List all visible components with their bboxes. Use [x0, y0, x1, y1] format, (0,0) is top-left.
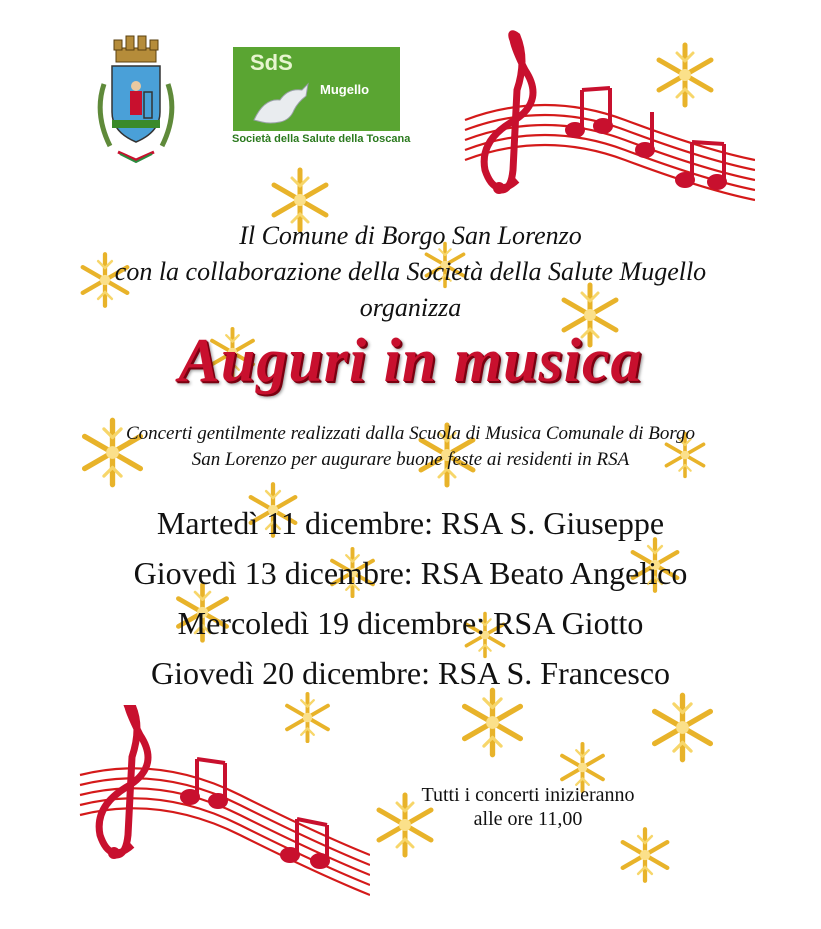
snowflake-icon — [650, 40, 720, 110]
snowflake-icon — [280, 690, 335, 745]
intro-line-1: Il Comune di Borgo San Lorenzo — [239, 221, 582, 250]
subtitle-line-1: Concerti gentilmente realizzati dalla Scuola di Musica Comunale di Borgo — [125, 423, 696, 444]
intro-text — [0, 218, 821, 326]
snowflake-icon — [645, 690, 720, 765]
schedule-item: Giovedì 20 dicembre: RSA S. Francesco — [150, 655, 671, 691]
coat-of-arms-logo — [88, 34, 184, 166]
schedule-item: Giovedì 13 dicembre: RSA Beato Angelico — [133, 555, 688, 591]
intro-line-3: organizza — [359, 293, 462, 322]
sds-logo-caption: Società della Salute della Toscana — [232, 133, 411, 145]
snowflake-icon — [615, 825, 675, 885]
subtitle-line-2: San Lorenzo per augurare buone feste ai residenti in RSA — [191, 449, 630, 470]
note-line-1: Tutti i concerti inizieranno — [421, 784, 635, 806]
intro-line-2: con la collaborazione della Società della Salute Mugello — [114, 257, 707, 286]
subtitle — [0, 421, 821, 473]
page-title: Auguri in musica — [178, 327, 643, 395]
concert-schedule — [0, 498, 821, 698]
sds-logo-short: SdS — [250, 50, 293, 75]
start-time-note — [378, 783, 678, 831]
note-line-2: alle ore 11,00 — [473, 808, 583, 830]
horse-icon — [250, 80, 314, 128]
sds-logo-area: Mugello — [320, 82, 370, 97]
schedule-item: Martedì 11 dicembre: RSA S. Giuseppe — [156, 505, 665, 541]
schedule-item: Mercoledì 19 dicembre: RSA Giotto — [177, 605, 644, 641]
